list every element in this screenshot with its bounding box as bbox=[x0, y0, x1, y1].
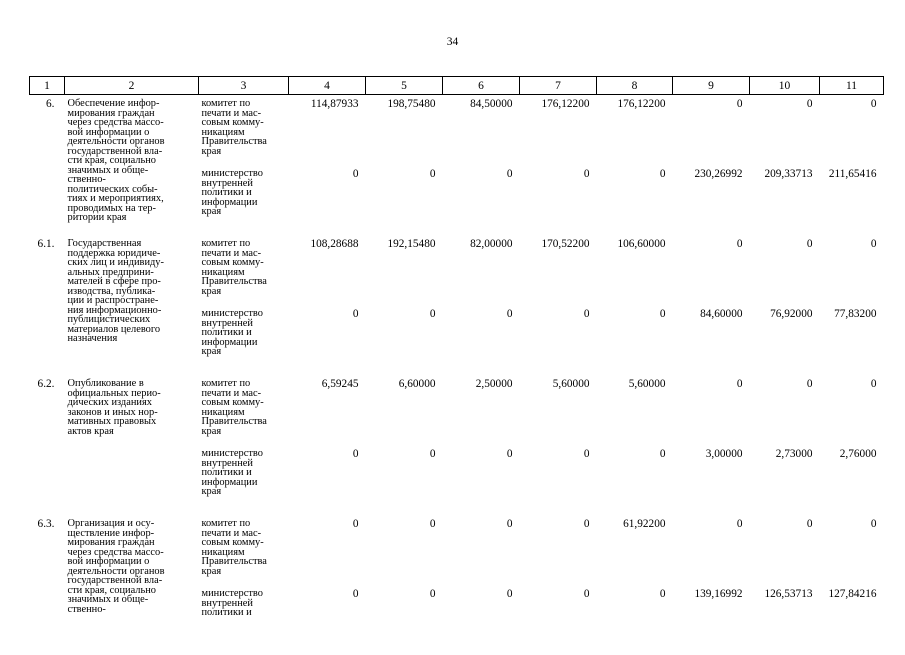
value-cell: 114,87933 bbox=[310, 98, 359, 110]
value-cell: 0 bbox=[506, 518, 513, 530]
item-number: 6.2. bbox=[37, 378, 55, 390]
value-cell: 108,28688 bbox=[310, 238, 359, 250]
item-description: Обеспечение инфор- мирования граждан через средства массо- вой информации о деятельности органов государственной вла- сти края, социально значимых и обще- ственно- политических собы- тиях и мероприятиях, проводимых на тер- ритории края bbox=[67, 98, 165, 223]
value-cell: 3,00000 bbox=[705, 448, 743, 460]
value-cell: 106,60000 bbox=[617, 238, 666, 250]
value-cell: 0 bbox=[659, 588, 666, 600]
value-cell: 77,83200 bbox=[834, 308, 877, 320]
table-row bbox=[30, 515, 884, 583]
value-cell: 139,16992 bbox=[694, 588, 743, 600]
value-cell: 0 bbox=[429, 588, 436, 600]
value-cell: 0 bbox=[429, 168, 436, 180]
col-header: 8 bbox=[597, 77, 673, 95]
value-cell: 0 bbox=[352, 308, 359, 320]
value-cell: 2,50000 bbox=[475, 378, 513, 390]
value-cell: 0 bbox=[736, 378, 743, 390]
item-number: 6.3. bbox=[37, 518, 55, 530]
value-cell: 5,60000 bbox=[552, 378, 590, 390]
col-header: 7 bbox=[520, 77, 597, 95]
value-cell: 0 bbox=[429, 448, 436, 460]
page-number: 34 bbox=[446, 36, 459, 48]
col-header: 1 bbox=[30, 77, 65, 95]
col-header: 6 bbox=[443, 77, 520, 95]
col-header: 9 bbox=[673, 77, 750, 95]
executor: министерство внутренней политики и информации края bbox=[201, 448, 263, 497]
value-cell: 5,60000 bbox=[628, 378, 666, 390]
executor: комитет по печати и мас- совым комму- никациям Правительства края bbox=[201, 238, 267, 297]
col-header: 3 bbox=[199, 77, 289, 95]
col-header: 10 bbox=[750, 77, 820, 95]
item-description: Опубликование в официальных перио- дических изданиях законов и иных нор- мативных правовых актов края bbox=[67, 378, 161, 437]
executor: комитет по печати и мас- совым комму- никациям Правительства края bbox=[201, 518, 267, 577]
value-cell: 0 bbox=[870, 98, 877, 110]
value-cell: 0 bbox=[736, 238, 743, 250]
value-cell: 0 bbox=[506, 448, 513, 460]
value-cell: 0 bbox=[583, 448, 590, 460]
value-cell: 0 bbox=[429, 518, 436, 530]
value-cell: 0 bbox=[806, 238, 813, 250]
value-cell: 2,76000 bbox=[839, 448, 877, 460]
value-cell: 0 bbox=[506, 308, 513, 320]
col-header: 4 bbox=[289, 77, 366, 95]
table-row bbox=[30, 95, 884, 164]
executor: министерство внутренней политики и информации края bbox=[201, 308, 263, 357]
value-cell: 2,73000 bbox=[775, 448, 813, 460]
value-cell: 84,50000 bbox=[470, 98, 513, 110]
value-cell: 0 bbox=[736, 98, 743, 110]
value-cell: 0 bbox=[870, 518, 877, 530]
value-cell: 6,59245 bbox=[321, 378, 359, 390]
value-cell: 0 bbox=[659, 168, 666, 180]
value-cell: 0 bbox=[583, 168, 590, 180]
value-cell: 0 bbox=[352, 518, 359, 530]
value-cell: 84,60000 bbox=[700, 308, 743, 320]
value-cell: 0 bbox=[659, 448, 666, 460]
item-description: Организация и осу- ществление инфор- мирования граждан через средства массо- вой информации о деятельности органов государственной вла- сти края, социально значимых и обще- ственно- bbox=[67, 518, 165, 615]
value-cell: 126,53713 bbox=[764, 588, 813, 600]
table-row bbox=[30, 235, 884, 303]
value-cell: 230,26992 bbox=[694, 168, 743, 180]
value-cell: 0 bbox=[506, 168, 513, 180]
value-cell: 61,92200 bbox=[623, 518, 666, 530]
value-cell: 0 bbox=[352, 168, 359, 180]
executor: комитет по печати и мас- совым комму- никациям Правительства края bbox=[201, 378, 267, 437]
value-cell: 0 bbox=[583, 588, 590, 600]
item-description: Государственная поддержка юридиче- ских лиц и индивиду- альных предприни- мателей в сфере про- изводства, публика- ции и распростране- ния информационно- публицистических материалов целевого назначения bbox=[67, 238, 164, 344]
value-cell: 0 bbox=[429, 308, 436, 320]
value-cell: 6,60000 bbox=[398, 378, 436, 390]
value-cell: 211,65416 bbox=[828, 168, 877, 180]
budget-table bbox=[29, 76, 884, 655]
value-cell: 0 bbox=[506, 588, 513, 600]
value-cell: 0 bbox=[659, 308, 666, 320]
table-row bbox=[30, 375, 884, 443]
value-cell: 82,00000 bbox=[470, 238, 513, 250]
col-header: 2 bbox=[65, 77, 199, 95]
item-number: 6.1. bbox=[37, 238, 55, 250]
value-cell: 192,15480 bbox=[387, 238, 436, 250]
value-cell: 127,84216 bbox=[828, 588, 877, 600]
value-cell: 0 bbox=[870, 378, 877, 390]
value-cell: 0 bbox=[736, 518, 743, 530]
value-cell: 176,12200 bbox=[541, 98, 590, 110]
col-header: 5 bbox=[366, 77, 443, 95]
executor: министерство внутренней политики и bbox=[201, 588, 263, 618]
col-header: 11 bbox=[820, 77, 884, 95]
value-cell: 0 bbox=[870, 238, 877, 250]
value-cell: 0 bbox=[352, 588, 359, 600]
value-cell: 0 bbox=[352, 448, 359, 460]
value-cell: 198,75480 bbox=[387, 98, 436, 110]
item-number: 6. bbox=[46, 98, 55, 110]
value-cell: 0 bbox=[806, 378, 813, 390]
header-row bbox=[30, 77, 884, 95]
executor: министерство внутренней политики и информации края bbox=[201, 168, 263, 217]
value-cell: 76,92000 bbox=[770, 308, 813, 320]
value-cell: 209,33713 bbox=[764, 168, 813, 180]
value-cell: 0 bbox=[806, 518, 813, 530]
value-cell: 0 bbox=[583, 518, 590, 530]
value-cell: 170,52200 bbox=[541, 238, 590, 250]
value-cell: 0 bbox=[583, 308, 590, 320]
value-cell: 0 bbox=[806, 98, 813, 110]
executor: комитет по печати и мас- совым комму- никациям Правительства края bbox=[201, 98, 267, 157]
value-cell: 176,12200 bbox=[617, 98, 666, 110]
